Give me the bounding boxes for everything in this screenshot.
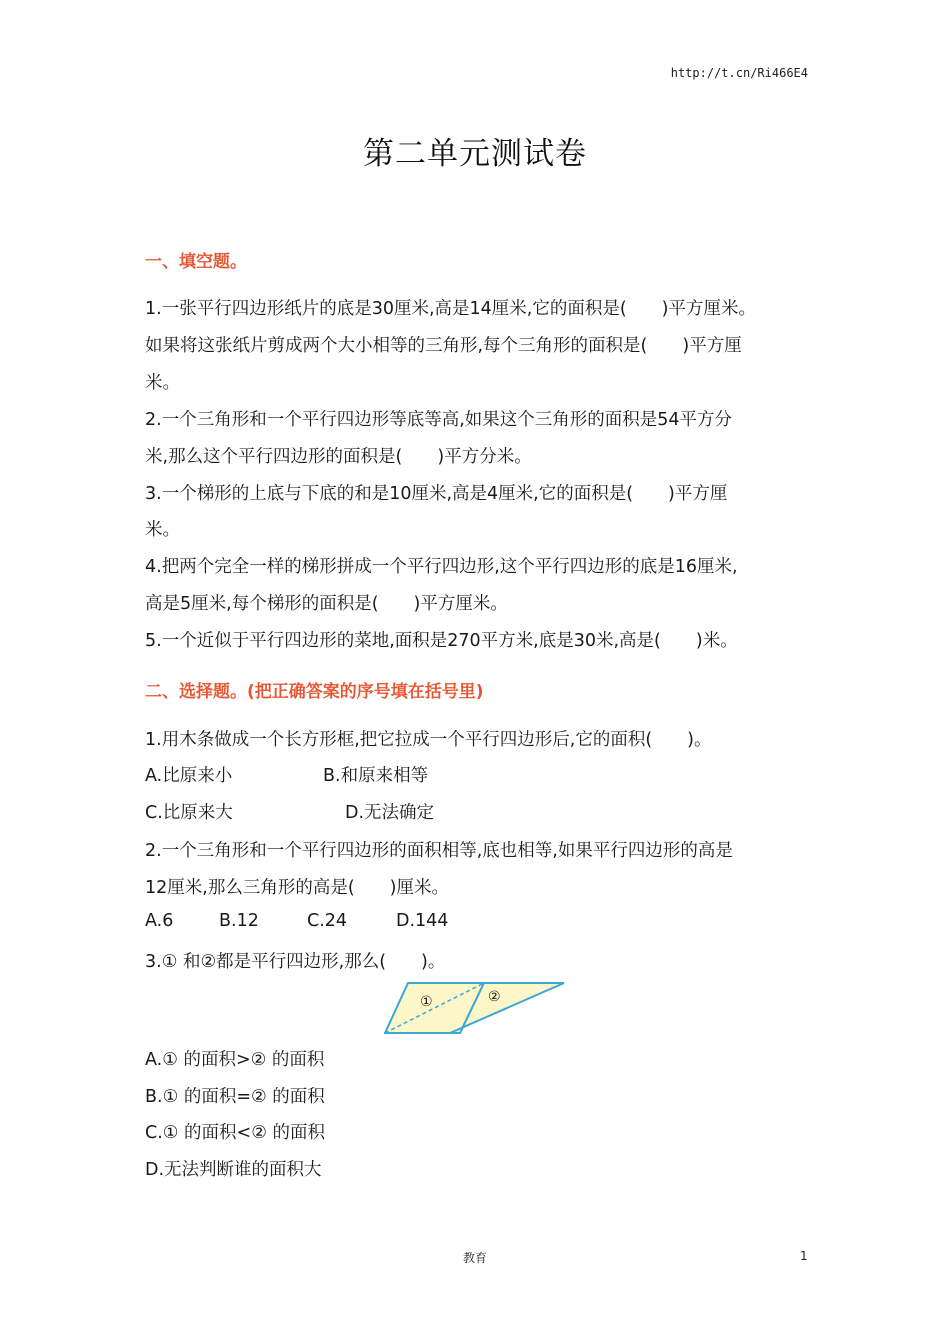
question-line: 米,那么这个平行四边形的面积是( )平方分米。 [145, 447, 532, 467]
question-stem: 12厘米,那么三角形的高是( )厘米。 [145, 878, 449, 898]
question-line: 米。 [145, 520, 180, 540]
figure-label-1: ① [420, 994, 433, 1010]
option-a: A.6 [145, 911, 174, 931]
page-number: 1 [800, 1249, 808, 1263]
page-title: 第二单元测试卷 [363, 136, 587, 172]
option-c: C.① 的面积<② 的面积 [145, 1123, 325, 1143]
option-d: D.无法判断谁的面积大 [145, 1160, 322, 1180]
option-b: B.① 的面积=② 的面积 [145, 1087, 325, 1107]
parallelogram-figure [384, 980, 568, 1036]
section-heading-fill-blank: 一、填空题。 [145, 252, 247, 272]
option-a: A.比原来小 [145, 766, 233, 786]
question-line: 3.一个梯形的上底与下底的和是10厘米,高是4厘米,它的面积是( )平方厘 [145, 484, 728, 504]
option-d: D.无法确定 [345, 803, 435, 823]
option-b: B.和原来相等 [323, 766, 429, 786]
option-c: C.24 [307, 911, 348, 931]
option-d: D.144 [396, 911, 449, 931]
question-line: 如果将这张纸片剪成两个大小相等的三角形,每个三角形的面积是( )平方厘 [145, 336, 742, 356]
section-heading-multiple-choice: 二、选择题。(把正确答案的序号填在括号里) [145, 682, 484, 702]
question-line: 4.把两个完全一样的梯形拼成一个平行四边形,这个平行四边形的底是16厘米, [145, 557, 738, 577]
option-b: B.12 [219, 911, 259, 931]
option-a: A.① 的面积>② 的面积 [145, 1050, 325, 1070]
question-stem: 2.一个三角形和一个平行四边形的面积相等,底也相等,如果平行四边形的高是 [145, 841, 733, 861]
figure-label-2: ② [488, 989, 501, 1005]
question-line: 米。 [145, 373, 180, 393]
question-line: 2.一个三角形和一个平行四边形等底等高,如果这个三角形的面积是54平方分 [145, 410, 733, 430]
question-line: 1.一张平行四边形纸片的底是30厘米,高是14厘米,它的面积是( )平方厘米。 [145, 299, 757, 319]
question-line: 5.一个近似于平行四边形的菜地,面积是270平方米,底是30米,高是( )米。 [145, 631, 738, 651]
question-stem: 1.用木条做成一个长方形框,把它拉成一个平行四边形后,它的面积( )。 [145, 730, 712, 750]
header-url: http://t.cn/Ri466E4 [670, 66, 808, 80]
option-c: C.比原来大 [145, 803, 233, 823]
question-stem: 3.① 和②都是平行四边形,那么( )。 [145, 952, 446, 972]
footer-text: 教育 [462, 1251, 487, 1265]
question-line: 高是5厘米,每个梯形的面积是( )平方厘米。 [145, 594, 508, 614]
